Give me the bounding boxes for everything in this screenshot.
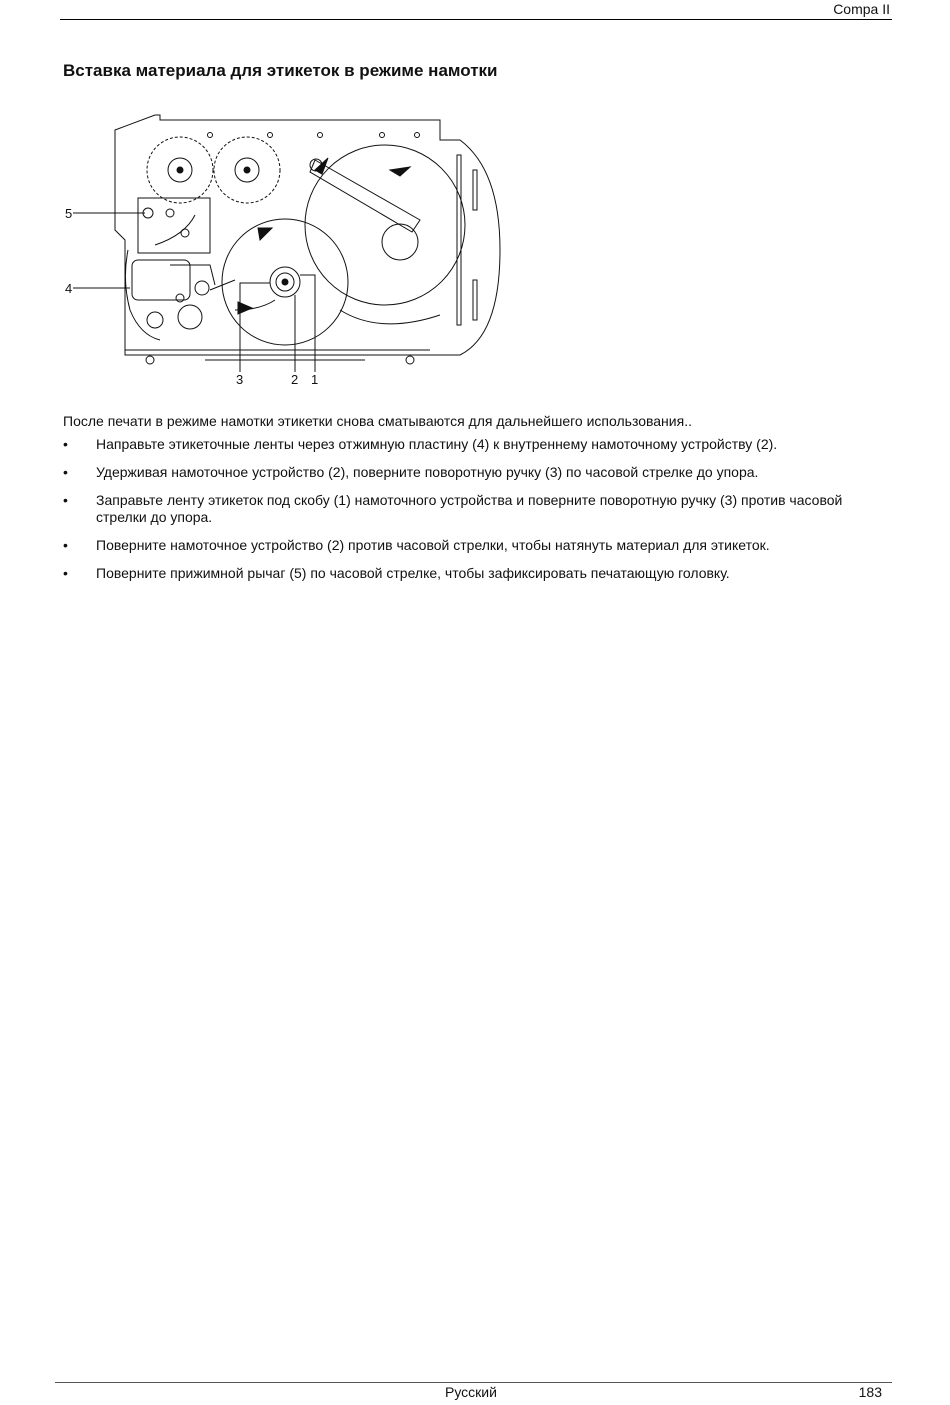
callout-1-leader [300,275,315,372]
callout-5: 5 [65,206,73,221]
callout-1: 1 [311,372,319,387]
list-item [63,537,883,554]
list-item-text: Направьте этикеточные ленты через отжимную пластину (4) к внутреннему намоточному устройству (2). [96,436,778,452]
header-rule [60,19,892,20]
bullet: • [63,492,68,508]
list-item-text: Поверните прижимной рычаг (5) по часовой стрелке, чтобы зафиксировать печатающую головку. [96,565,730,581]
list-item-text: Заправьте ленту этикеток под скобу (1) намоточного устройства и поверните поворотную ручку (3) против часовой стрелки до упора. [96,492,843,525]
footer-language: Русский [445,1384,497,1400]
bullet: • [63,436,68,452]
housing-outline [115,115,500,355]
list-item [63,492,883,526]
list-item [63,436,883,453]
instruction-list [63,436,883,593]
list-item-text: Удерживая намоточное устройство (2), поверните поворотную ручку (3) по часовой стрелке до упора. [96,464,759,480]
callout-3: 3 [236,372,244,387]
list-item-text: Поверните намоточное устройство (2) против часовой стрелки, чтобы натянуть материал для этикеток. [96,537,770,553]
section-heading: Вставка материала для этикеток в режиме намотки [63,61,498,80]
callout-2: 2 [291,372,299,387]
callout-4: 4 [65,281,73,296]
header-product-name: Compa II [833,1,890,17]
print-mechanism [125,198,215,340]
label-roll-holder [305,145,465,324]
bullet: • [63,537,68,553]
ribbon-supply-spool [147,137,213,203]
printer-diagram [60,110,510,395]
intro-paragraph: После печати в режиме намотки этикетки снова сматываются для дальнейшего использования.. [63,413,692,429]
ribbon-rewind-spool [214,137,280,203]
bullet: • [63,464,68,480]
list-item [63,565,883,582]
footer-rule [55,1382,892,1383]
list-item [63,464,883,481]
internal-rewinder [210,219,348,345]
page-number: 183 [858,1384,882,1400]
bullet: • [63,565,68,581]
callout-3-leader [240,283,270,372]
